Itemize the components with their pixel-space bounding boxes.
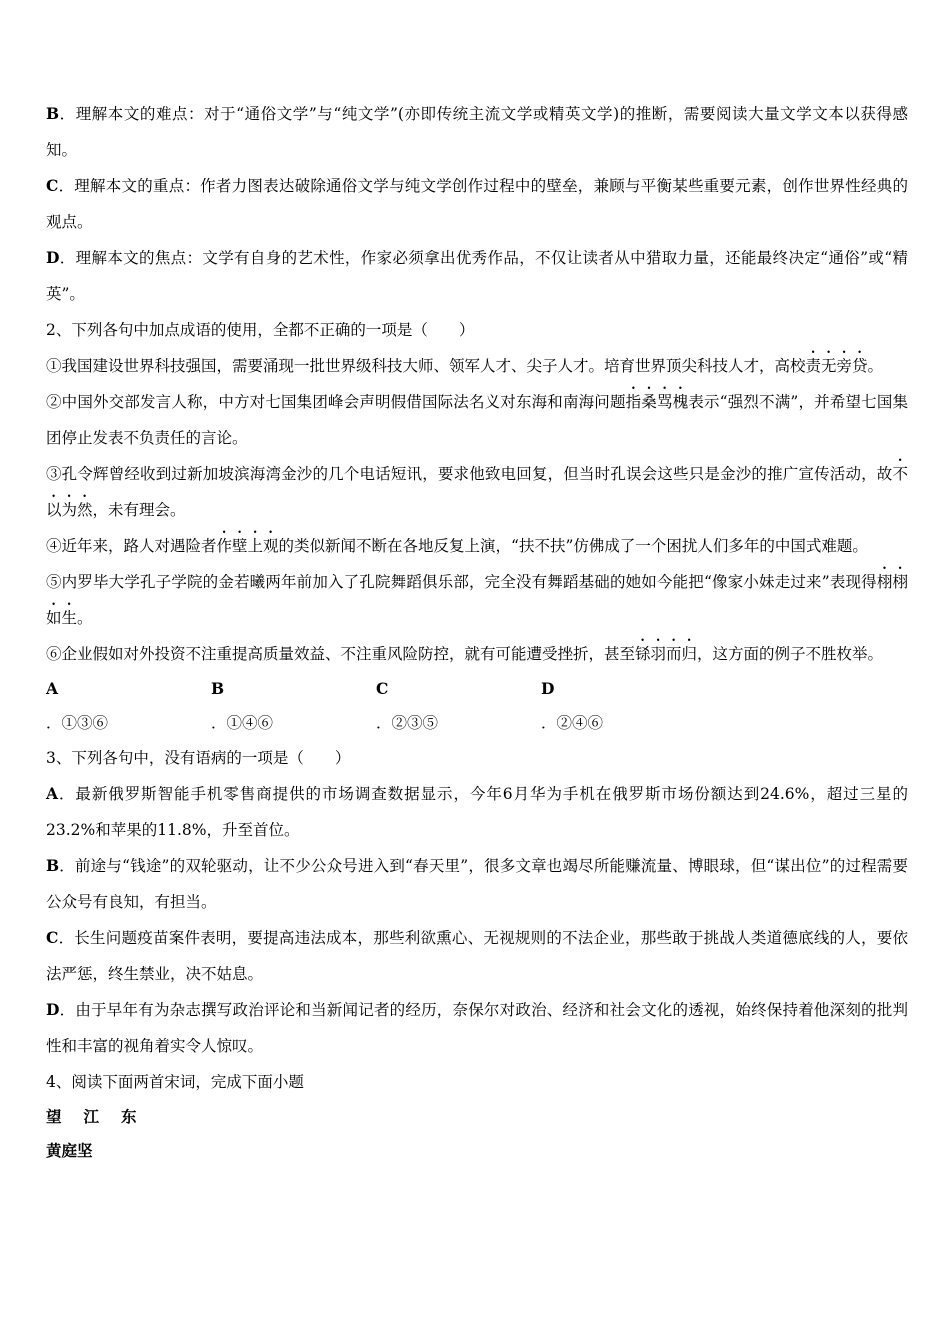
sentence-text: ④近年来，路人对遇险者 [46, 537, 217, 555]
sentence-text: ①我国建设世界科技强国，需要涌现一批世界级科技大师、领军人才、尖子人才。培育世界顶尖科技人才，高校 [46, 357, 806, 375]
option-text: ．②④⑥ [541, 714, 604, 732]
poem-author: 黄庭坚 [46, 1141, 93, 1160]
q1-option-b [46, 96, 908, 168]
sentence-text: 。 [867, 357, 884, 375]
option-text: ．②③⑤ [376, 714, 439, 732]
option-label: D [46, 248, 60, 267]
dotted-idiom: 不以为然 [46, 465, 908, 519]
option-label: C [376, 679, 389, 698]
q3-option-c [46, 920, 908, 992]
q3-option-b [46, 848, 908, 920]
q2-option-d [541, 672, 706, 740]
q2-option-b [211, 672, 376, 740]
option-label: C [46, 928, 59, 947]
option-text: ．①③⑥ [46, 714, 109, 732]
option-label: B [211, 679, 225, 698]
option-label: A [46, 679, 59, 698]
q3-option-d [46, 992, 908, 1064]
q2-option-a [46, 672, 211, 740]
sentence-text: ⑤内罗毕大学孔子学院的金若曦两年前加入了孔院舞蹈俱乐部，完全没有舞蹈基础的她如今能把“像家小妹走过来”表现得 [46, 573, 877, 591]
option-label: D [46, 1000, 60, 1019]
q3-stem: 3、下列各句中，没有语病的一项是（ ） [46, 749, 351, 767]
sentence-text: 。 [77, 609, 93, 627]
dotted-idiom: 责无旁贷 [805, 357, 868, 375]
dotted-idiom: 铩羽而归 [635, 645, 698, 663]
q3-option-a [46, 776, 908, 848]
q2-stem: 2、下列各句中加点成语的使用，全都不正确的一项是（ ） [46, 321, 475, 339]
option-text: ．理解本文的焦点：文学有自身的艺术性，作家必须拿出优秀作品，不仅让读者从中猎取力量，还能最终决定“通俗”或“精英”。 [46, 249, 908, 303]
dotted-idiom: 栩栩如生 [46, 573, 908, 627]
option-label: A [46, 784, 59, 803]
option-label: B [46, 104, 60, 123]
sentence-text: 的类似新闻不断在各地反复上演，“扶不扶”仿佛成了一个困扰人们多年的中国式难题。 [278, 537, 868, 555]
dotted-idiom: 作壁上观 [216, 537, 279, 555]
option-text: ．①④⑥ [211, 714, 274, 732]
sentence-text: ②中国外交部发言人称，中方对七国集团峰会声明假借国际法名义对东海和南海问题 [46, 393, 626, 411]
q4-stem: 4、阅读下面两首宋词，完成下面小题 [46, 1073, 304, 1091]
q2-sentence-5 [46, 564, 908, 636]
q1-option-d [46, 240, 908, 312]
sentence-text: ，未有理会。 [92, 501, 186, 519]
dotted-idiom: 指桑骂槐 [625, 393, 689, 411]
option-text: ．理解本文的重点：作者力图表达破除通俗文学与纯文学创作过程中的壁垒，兼顾与平衡某些重要元素，创作世界性经典的观点。 [46, 177, 908, 231]
q2-sentence-6 [46, 636, 908, 672]
option-label: C [46, 176, 59, 195]
q2-sentence-3 [46, 456, 908, 528]
option-text: ．长生问题疫苗案件表明，要提高违法成本，那些利欲熏心、无视规则的不法企业，那些敢于挑战人类道德底线的人，要依法严惩，终生禁业，决不姑息。 [46, 929, 908, 983]
poem-title: 望江东 [46, 1107, 159, 1126]
option-text: ．前途与“钱途”的双轮驱动，让不少公众号进入到“春天里”，很多文章也竭尽所能赚流量、博眼球，但“谋出位”的过程需要公众号有良知，有担当。 [46, 857, 908, 911]
sentence-text: ③孔令辉曾经收到过新加坡滨海湾金沙的几个电话短讯，要求他致电回复，但当时孔误会这些只是金沙的推广宣传活动，故 [46, 465, 893, 483]
option-label: D [541, 679, 555, 698]
sentence-text: 表示“强烈不满”，并希望七国集团停止发表不负责任的言论。 [46, 393, 908, 447]
option-text: ．由于早年有为杂志撰写政治评论和当新闻记者的经历，奈保尔对政治、经济和社会文化的透视，始终保持着他深刻的批判性和丰富的视角着实令人惊叹。 [46, 1001, 908, 1055]
option-label: B [46, 856, 60, 875]
q2-sentence-4 [46, 528, 908, 564]
q2-sentence-1 [46, 348, 908, 384]
q2-option-c [376, 672, 541, 740]
sentence-text: ，这方面的例子不胜枚举。 [697, 645, 884, 663]
q2-sentence-2 [46, 384, 908, 456]
document-page [46, 96, 908, 1168]
option-text: ．最新俄罗斯智能手机零售商提供的市场调查数据显示，今年6月华为手机在俄罗斯市场份额达到24.6%，超过三星的23.2%和苹果的11.8%，升至首位。 [46, 785, 908, 839]
option-text: ．理解本文的难点：对于“通俗文学”与“纯文学”(亦即传统主流文学或精英文学)的推断，需要阅读大量文学文本以获得感知。 [46, 105, 908, 159]
q2-options [46, 672, 908, 740]
q1-option-c [46, 168, 908, 240]
sentence-text: ⑥企业假如对外投资不注重提高质量效益、不注重风险防控，就有可能遭受挫折，甚至 [46, 645, 636, 663]
